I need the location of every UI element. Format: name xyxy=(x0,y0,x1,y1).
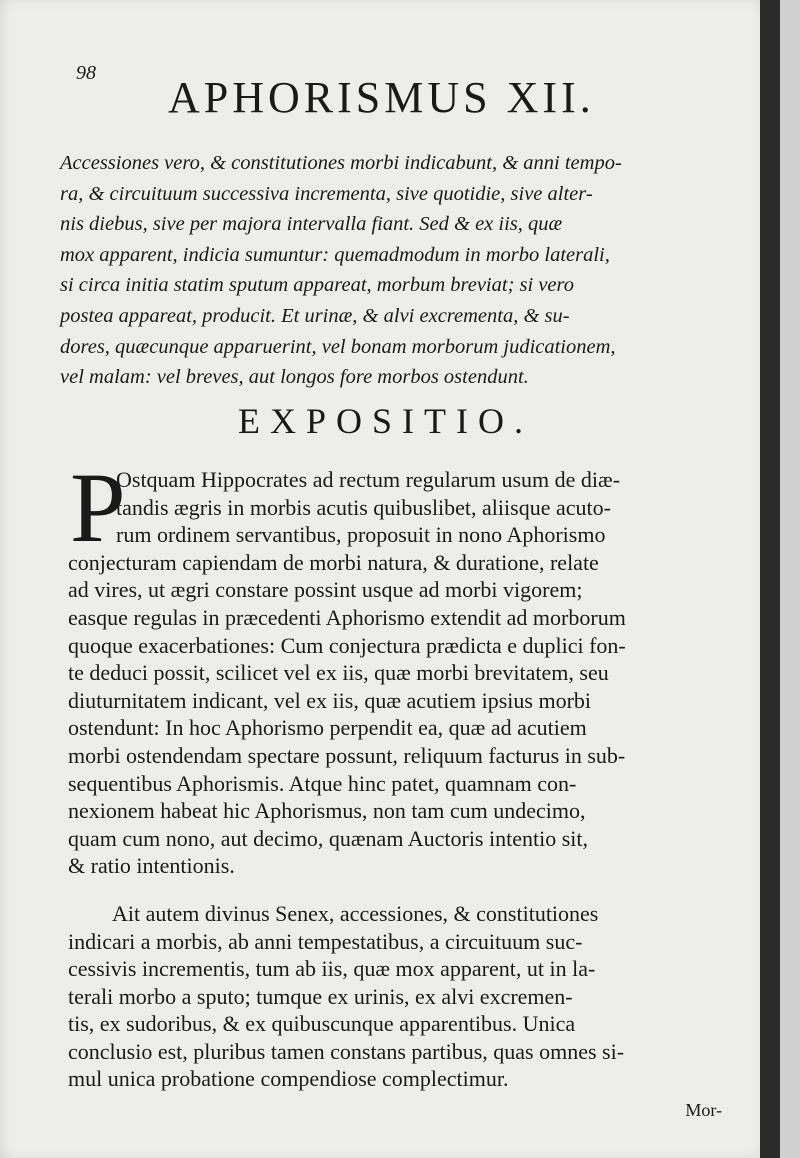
aphorism-line: vel malam: vel breves, aut longos fore morbos ostendunt. xyxy=(60,366,529,389)
paragraph-line: sequentibus Aphorismis. Atque hinc patet, quamnam con- xyxy=(68,770,577,796)
paragraph-line: tandis ægris in morbis acutis quibuslibet, aliisque acuto- xyxy=(116,494,611,520)
aphorism-title: APHORISMUS XII. xyxy=(168,73,595,122)
drop-cap: P xyxy=(70,452,126,563)
paragraph-line: mul unica probatione compendiose complectimur. xyxy=(68,1066,509,1092)
aphorism-line: postea appareat, producit. Et urinæ, & alvi excrementa, & su- xyxy=(60,304,570,327)
aphorism-line: si circa initia statim sputum appareat, morbum breviat; si vero xyxy=(60,274,574,297)
paragraph-line: nexionem habeat hic Aphorismus, non tam cum undecimo, xyxy=(68,798,586,824)
aphorism-line: mox apparent, indicia sumuntur: quemadmodum in morbo laterali, xyxy=(60,243,610,266)
paragraph-line: rum ordinem servantibus, proposuit in nono Aphorismo xyxy=(116,522,606,548)
paragraph-line: te deduci possit, scilicet vel ex iis, quæ morbi brevitatem, seu xyxy=(68,660,609,686)
paragraph-line: conclusio est, pluribus tamen constans partibus, quas omnes si- xyxy=(68,1038,625,1064)
paragraph-line: Ait autem divinus Senex, accessiones, & constitutiones xyxy=(112,900,599,926)
paragraph-line: & ratio intentionis. xyxy=(68,853,235,879)
exposition-text xyxy=(68,466,768,1093)
aphorism-line: Accessiones vero, & constitutiones morbi indicabunt, & anni tempo- xyxy=(60,152,622,174)
catchword: Mor- xyxy=(685,1100,722,1120)
paragraph-line: cessivis incrementis, tum ab iis, quæ mox apparent, ut in la- xyxy=(68,956,596,982)
aphorism-text xyxy=(60,148,772,393)
paragraph-line: conjecturam capiendam de morbi natura, & duratione, relate xyxy=(68,549,599,575)
aphorism-line: nis diebus, sive per majora intervalla fiant. Sed & ex iis, quæ xyxy=(60,213,563,236)
paragraph-line: ostendunt: In hoc Aphorismo perpendit ea, quæ ad acutiem xyxy=(68,715,587,741)
paragraph-line: morbi ostendendam spectare possunt, reliquum facturus in sub- xyxy=(68,742,626,768)
section-title: EXPOSITIO. xyxy=(238,401,533,441)
paragraph-line: quam cum nono, aut decimo, quænam Auctoris intentio sit, xyxy=(68,825,588,851)
page-number: 98 xyxy=(76,62,96,84)
paragraph-line: indicari a morbis, ab anni tempestatibus, a circuituum suc- xyxy=(68,928,583,954)
paragraph-line: tis, ex sudoribus, & ex quibuscunque apparentibus. Unica xyxy=(68,1011,576,1037)
aphorism-line: dores, quæcunque apparuerint, vel bonam morborum judicationem, xyxy=(60,335,616,358)
paragraph-line: terali morbo a sputo; tumque ex urinis, ex alvi excremen- xyxy=(68,983,573,1009)
paragraph-line: ad vires, ut ægri constare possint usque ad morbi vigorem; xyxy=(68,577,583,603)
paragraph-line: Ostquam Hippocrates ad rectum regularum usum de diæ- xyxy=(116,467,621,492)
paragraph-line: quoque exacerbationes: Cum conjectura prædicta e duplici fon- xyxy=(68,632,626,658)
paragraph-gap xyxy=(68,880,768,900)
aphorism-line: ra, & circuituum successiva incrementa, sive quotidie, sive alter- xyxy=(60,182,593,205)
paragraph-line: diuturnitatem indicant, vel ex iis, quæ acutiem ipsius morbi xyxy=(68,687,592,713)
paragraph-line: easque regulas in præcedenti Aphorismo extendit ad morborum xyxy=(68,604,626,630)
